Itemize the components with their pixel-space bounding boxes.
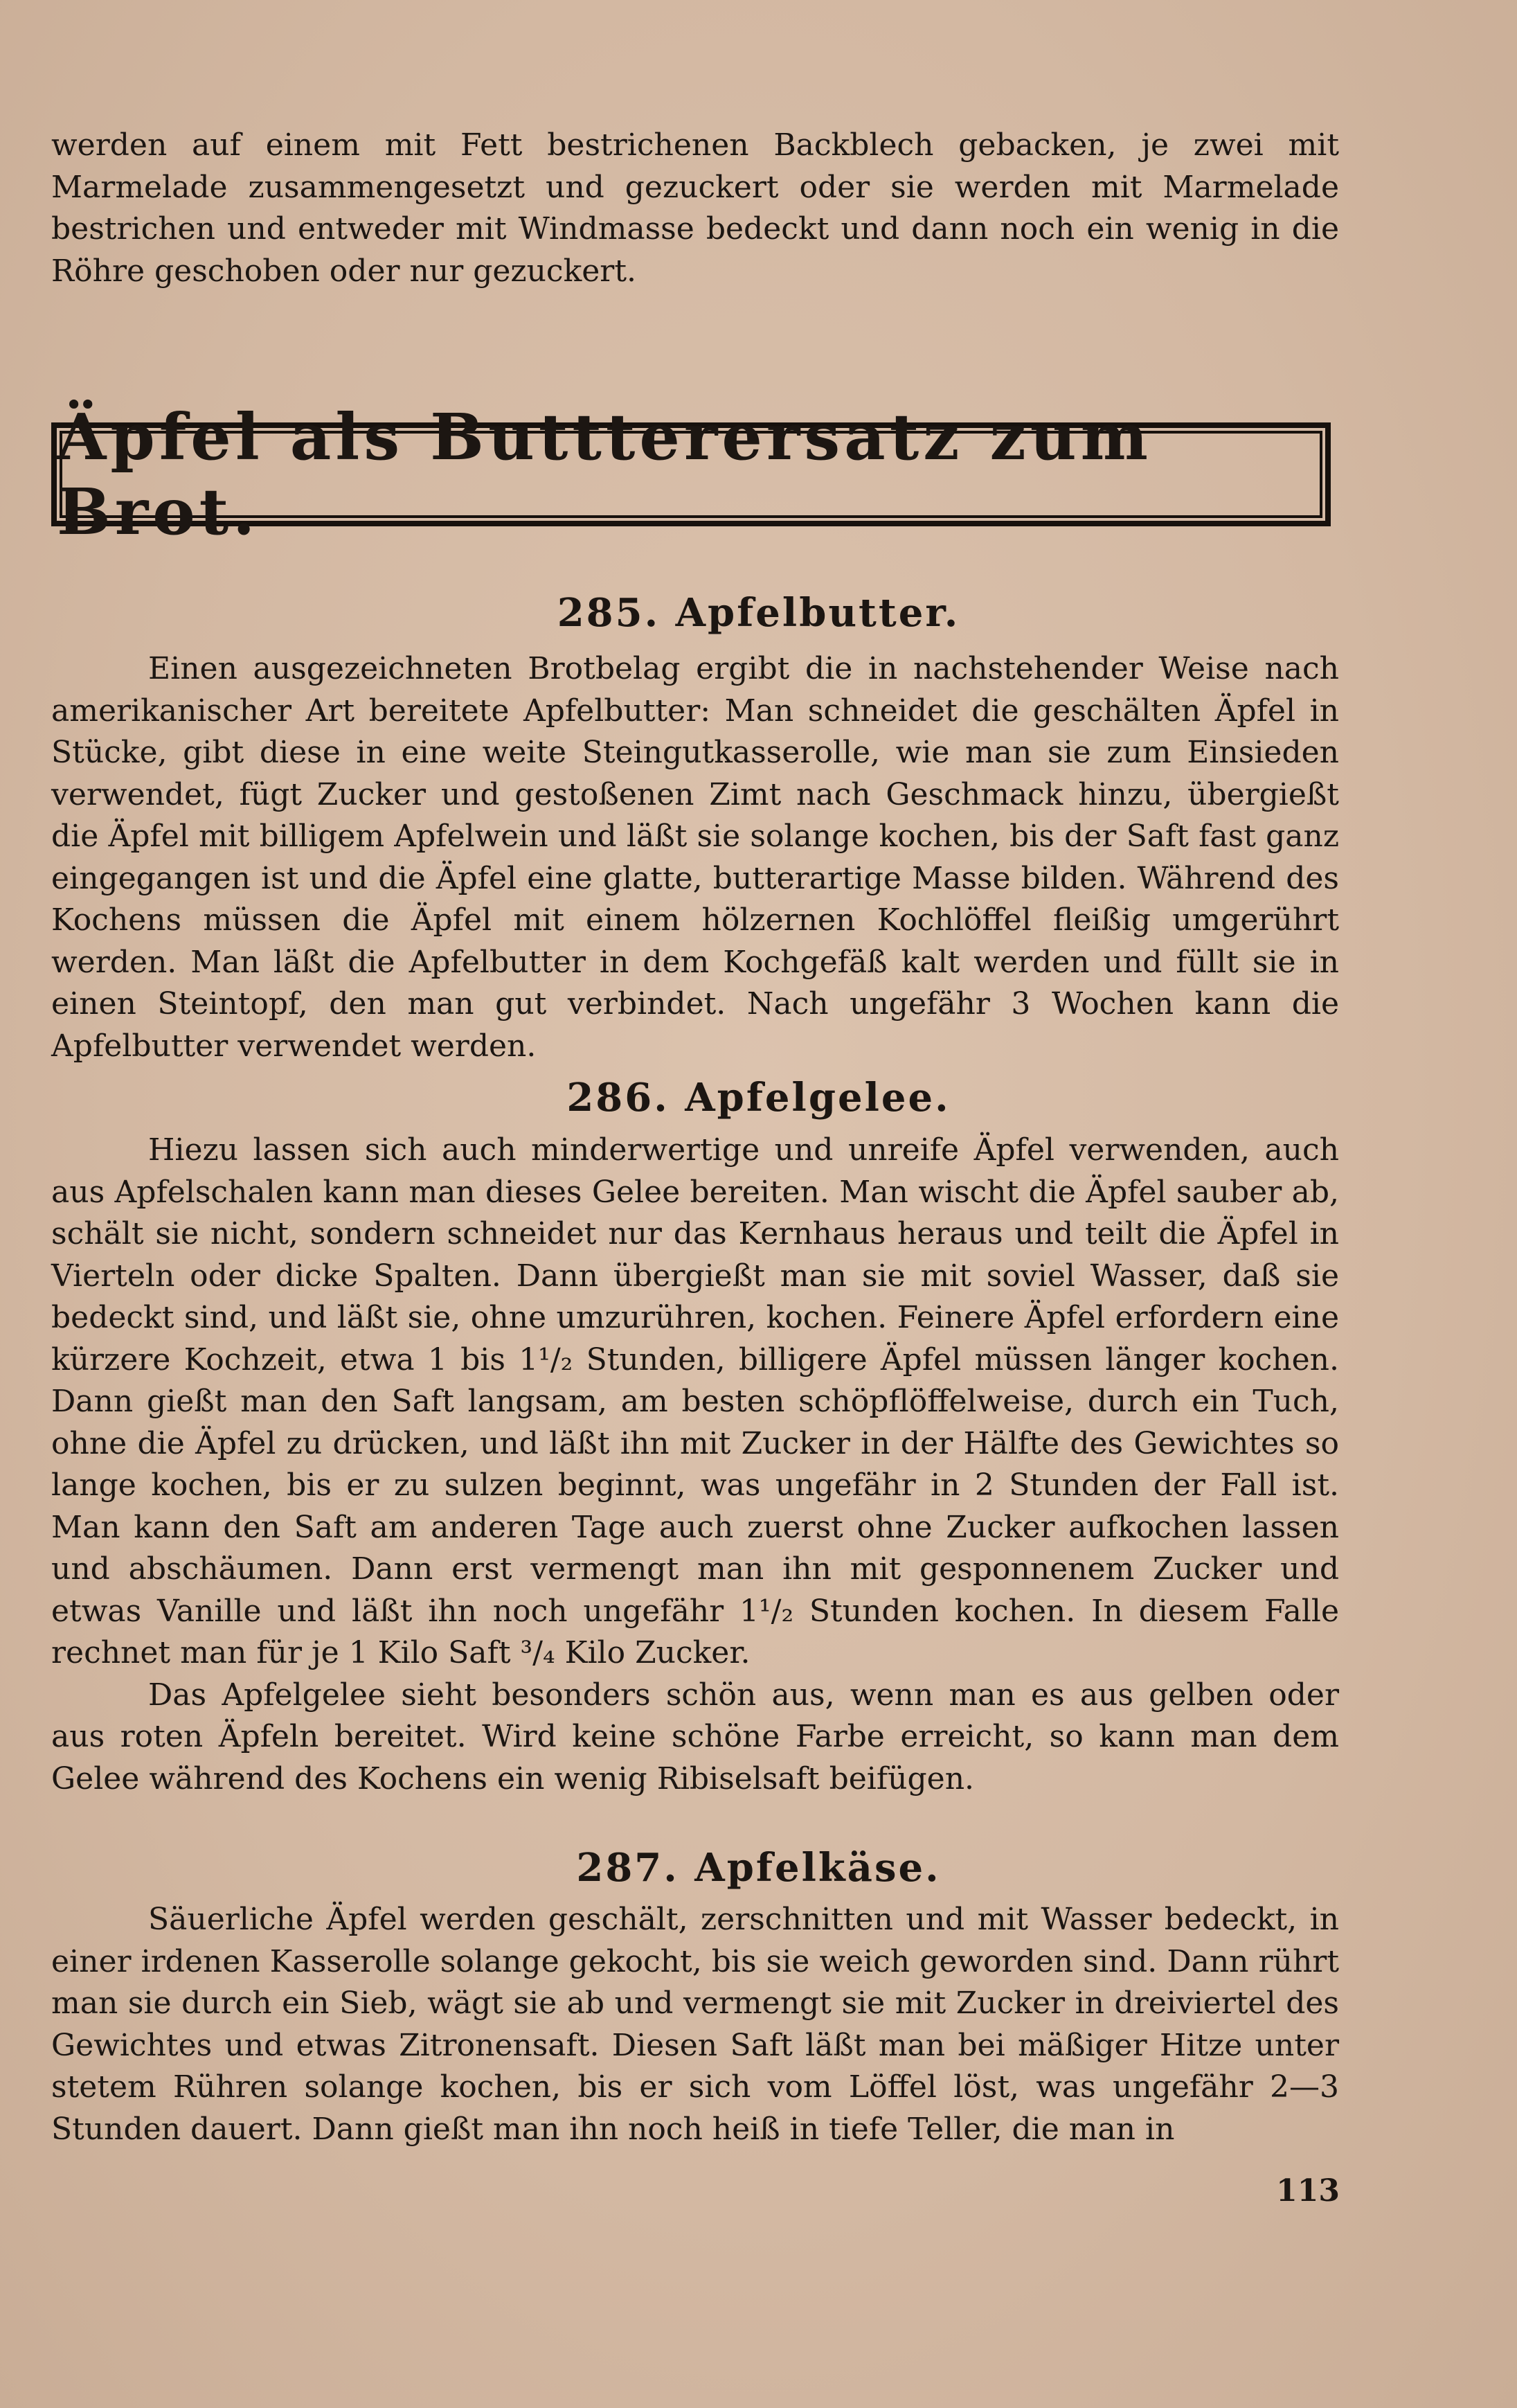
section-body-285 xyxy=(51,648,1339,1067)
section-title-286: 286. Apfelgelee. xyxy=(566,1075,951,1121)
chapter-title: Äpfel als Buttterersatz zum Brot. xyxy=(57,400,1152,549)
paragraph: Hiezu lassen sich auch minderwertige und unreife Äpfel verwenden, auch aus Apfelschalen kann man dieses Gelee bereiten. Man wischt die Äpfel sauber ab, schält sie nicht, sondern schneidet nur das Kernhaus heraus und teilt die Äpfel in Vierteln oder dicke Spalten. Dann übergießt man sie mit soviel Wasser, daß sie bedeckt sind, und läßt sie, ohne umzurühren, kochen. Feinere Äpfel erfordern eine kürzere Kochzeit, etwa 1 bis 1¹/₂ Stunden, billigere Äpfel müssen länger kochen. Dann gießt man den Saft langsam, am besten schöpflöffelweise, durch ein Tuch, ohne die Äpfel zu drücken, und läßt ihn mit Zucker in der Hälfte des Gewichtes so lange kochen, bis er zu sulzen beginnt, was ungefähr in 2 Stunden der Fall ist. Man kann den Saft am anderen Tage auch zuerst ohne Zucker aufkochen lassen und abschäumen. Dann erst vermengt man ihn mit gesponnenem Zucker und etwas Vanille und läßt ihn noch ungefähr 1¹/₂ Stunden kochen. In diesem Falle rechnet man für je 1 Kilo Saft ³/₄ Kilo Zucker. xyxy=(51,1132,1339,1670)
section-body-286 xyxy=(51,1130,1339,1800)
intro-paragraph xyxy=(51,125,1339,292)
section-title-287: 287. Apfelkäse. xyxy=(576,1845,941,1891)
paragraph: Säuerliche Äpfel werden geschält, zerschnitten und mit Wasser bedeckt, in einer irdenen Kasserolle solange gekocht, bis sie weich geworden sind. Dann rührt man sie durch ein Sieb, wägt sie ab und vermengt sie mit Zucker in dreiviertel des Gewichtes und etwas Zitronensaft. Diesen Saft läßt man bei mäßiger Hitze unter stetem Rühren solange kochen, bis er sich vom Löffel löst, was ungefähr 2—3 Stunden dauert. Dann gießt man ihn noch heiß in tiefe Teller, die man in xyxy=(51,1902,1339,2147)
chapter-heading-box xyxy=(51,400,1331,549)
page-number: 113 xyxy=(1276,2173,1340,2209)
paragraph: Einen ausgezeichneten Brotbelag ergibt die in nachstehender Weise nach amerikanischer Art bereitete Apfelbutter: Man schneidet die geschälten Äpfel in Stücke, gibt diese in eine weite Steingutkasserolle, wie man sie zum Einsieden verwendet, fügt Zucker und gestoßenen Zimt nach Geschmack hinzu, übergießt die Äpfel mit billigem Apfelwein und läßt sie solange kochen, bis der Saft fast ganz eingegangen ist und die Äpfel eine glatte, butterartige Masse bilden. Während des Kochens müssen die Äpfel mit einem hölzernen Kochlöffel fleißig umgerührt werden. Man läßt die Apfelbutter in dem Kochgefäß kalt werden und füllt sie in einen Steintopf, den man gut verbindet. Nach ungefähr 3 Wochen kann die Apfelbutter verwendet werden. xyxy=(51,651,1339,1064)
section-body-287 xyxy=(51,1899,1339,2150)
section-title-285: 285. Apfelbutter. xyxy=(557,590,960,636)
intro-text: werden auf einem mit Fett bestrichenen Backblech gebacken, je zwei mit Marmelade zusammengesetzt und gezuckert oder sie werden mit Marmelade bestrichen und entweder mit Windmasse bedeckt und dann noch ein wenig in die Röhre geschoben oder nur gezuckert. xyxy=(51,127,1339,289)
paragraph: Das Apfelgelee sieht besonders schön aus, wenn man es aus gelben oder aus roten Äpfeln bereitet. Wird keine schöne Farbe erreicht, so kann man dem Gelee während des Kochens ein wenig Ribiselsaft beifügen. xyxy=(51,1677,1339,1796)
